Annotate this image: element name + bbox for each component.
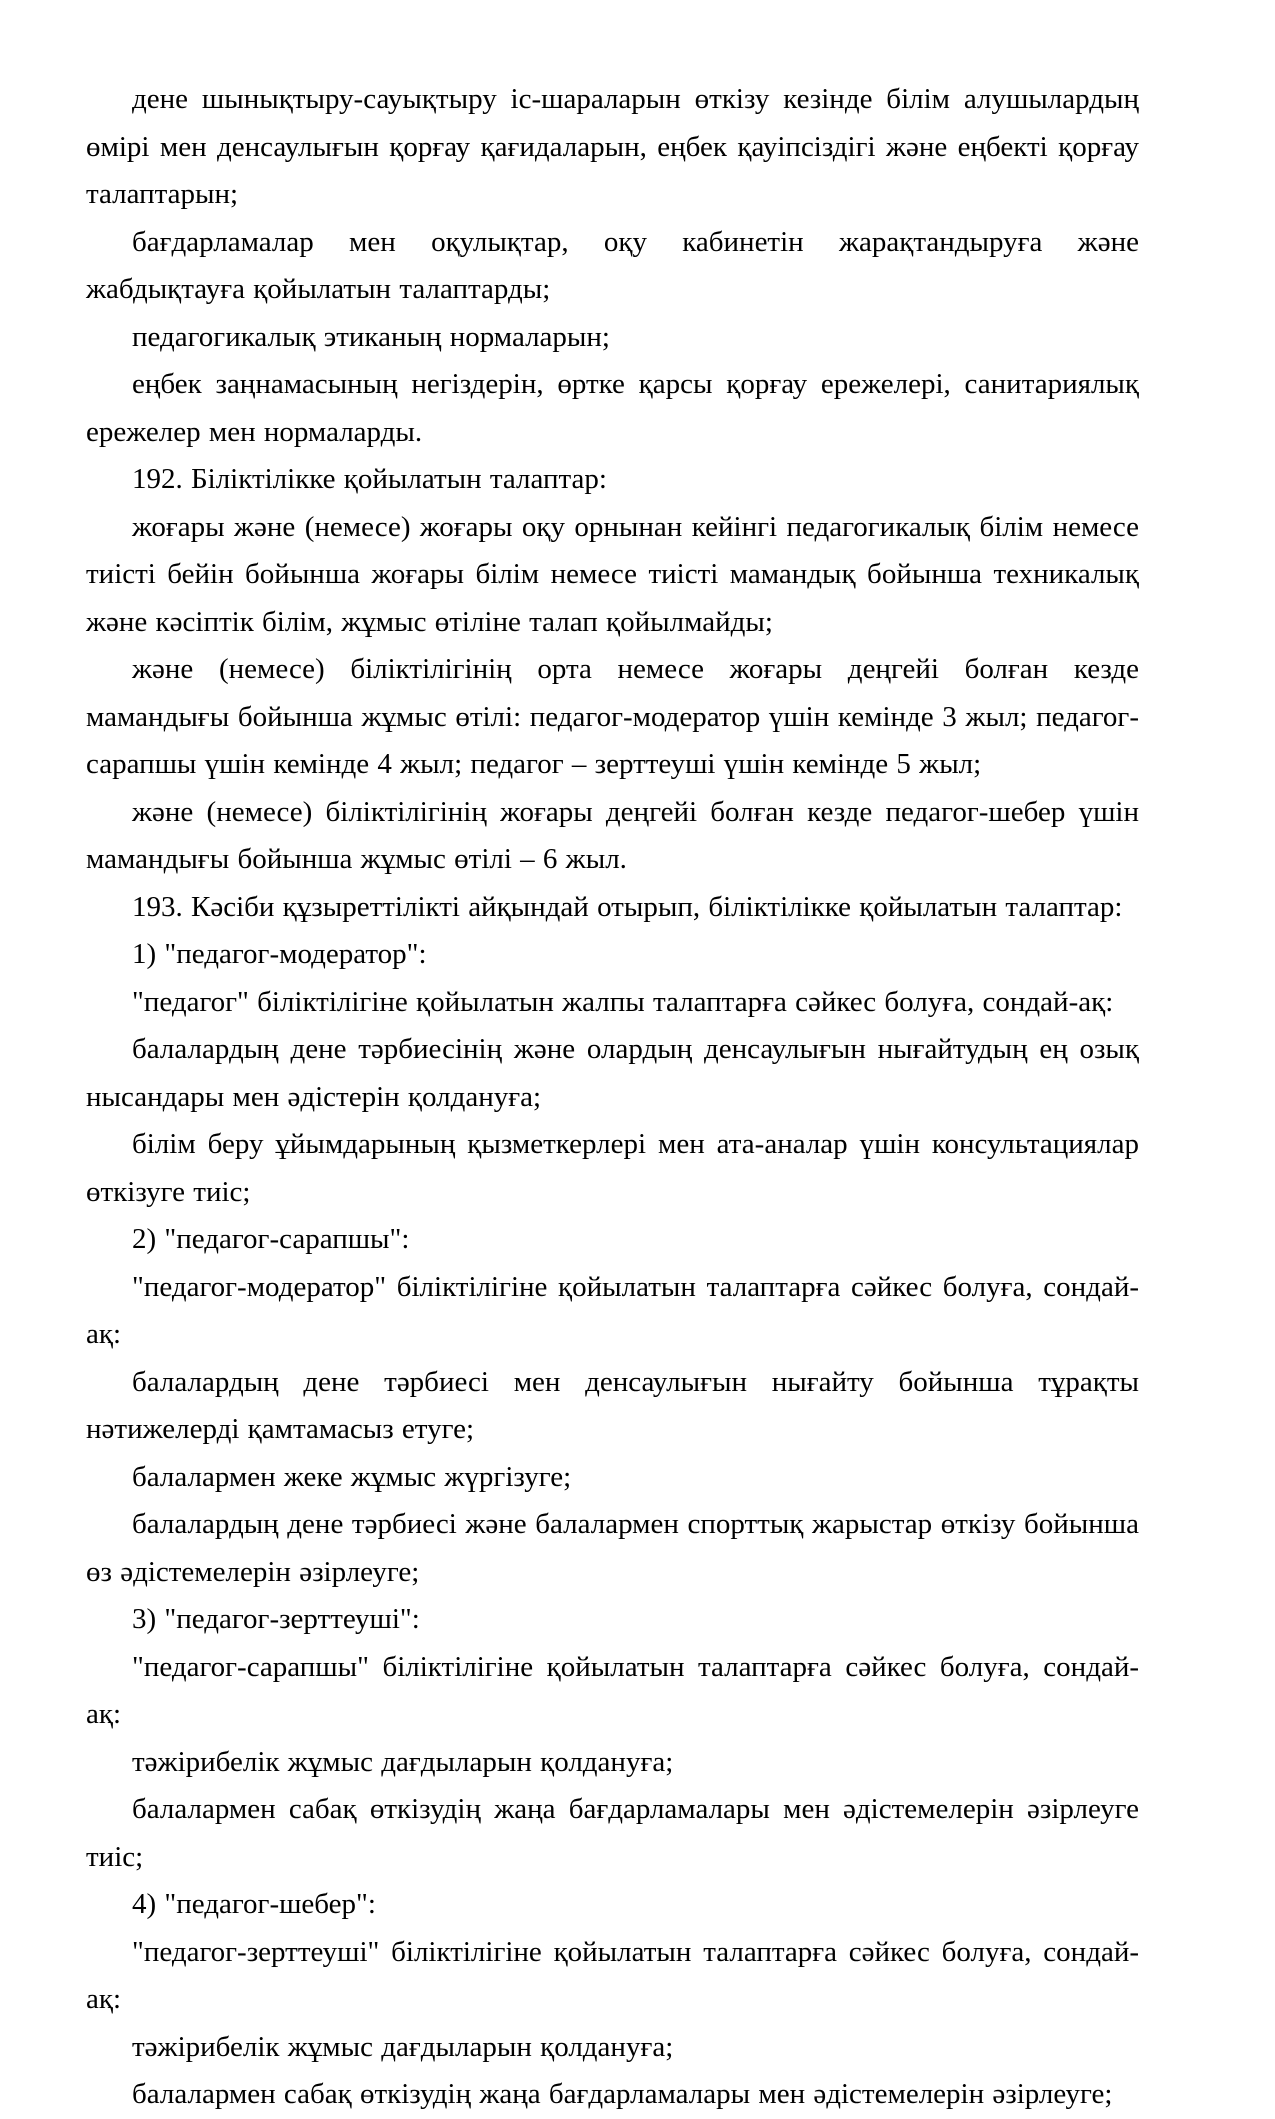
paragraph: 192. Біліктілікке қойылатын талаптар:: [132, 463, 607, 495]
paragraph: педагогикалық этиканың нормаларын;: [132, 320, 610, 353]
paragraph: балалармен сабақ өткізудің жаңа бағдарламалары мен әдістемелерін әзірлеуге;: [132, 2078, 1113, 2110]
paragraph: балалармен жеке жұмыс жүргізуге;: [132, 1460, 572, 1493]
paragraph: "педагог" біліктілігіне қойылатын жалпы талаптарға сәйкес болуға, сондай-ақ:: [132, 985, 1114, 1018]
paragraph: білім беру ұйымдарының қызметкерлері мен ата-аналар үшін консультациялар өткізуге тиіс;: [86, 1128, 1139, 1208]
paragraph: "педагог-сарапшы" біліктілігіне қойылатын талаптарға сәйкес болуға, сондай-ақ:: [86, 1650, 1139, 1730]
paragraph: "педагог-зерттеуші" біліктілігіне қойылатын талаптарға сәйкес болуға, сондай-ақ:: [86, 1935, 1139, 2015]
document-body: [86, 76, 1139, 2119]
paragraph: жоғары және (немесе) жоғары оқу орнынан кейінгі педагогикалық білім немесе тиісті бейін бойынша жоғары білім немесе тиісті мамандық бойынша техникалық және кәсіптік білім, жұмыс өтіліне талап қойылмайды;: [86, 510, 1139, 638]
paragraph: 2) "педагог-сарапшы":: [132, 1223, 410, 1255]
paragraph: балалармен сабақ өткізудің жаңа бағдарламалары мен әдістемелерін әзірлеуге тиіс;: [86, 1793, 1139, 1873]
paragraph: "педагог-модератор" біліктілігіне қойылатын талаптарға сәйкес болуға, сондай-ақ:: [86, 1270, 1139, 1350]
paragraph: тәжірибелік жұмыс дағдыларын қолдануға;: [132, 2030, 674, 2063]
paragraph: бағдарламалар мен оқулықтар, оқу кабинетін жарақтандыруға және жабдықтауға қойылатын талаптарды;: [86, 225, 1139, 305]
paragraph: еңбек заңнамасының негіздерін, өртке қарсы қорғау ережелері, санитариялық ережелер мен нормаларды.: [86, 368, 1139, 448]
paragraph: және (немесе) біліктілігінің жоғары деңгейі болған кезде педагог-шебер үшін мамандығы бойынша жұмыс өтілі – 6 жыл.: [86, 795, 1139, 875]
paragraph: және (немесе) біліктілігінің орта немесе жоғары деңгейі болған кезде мамандығы бойынша жұмыс өтілі: педагог-модератор үшін кемінде 3 жыл; педагог-сарапшы үшін кемінде 4 жыл; педагог – зерттеуші үшін кемінде 5 жыл;: [86, 653, 1139, 780]
paragraph: 3) "педагог-зерттеуші":: [132, 1603, 420, 1635]
paragraph: 193. Кәсіби құзыреттілікті айқындай отырып, біліктілікке қойылатын талаптар:: [132, 890, 1123, 923]
paragraph: балалардың дене тәрбиесінің және олардың денсаулығын нығайтудың ең озық нысандары мен әдістерін қолдануға;: [86, 1033, 1139, 1113]
paragraph: 4) "педагог-шебер":: [132, 1888, 376, 1920]
paragraph: 1) "педагог-модератор":: [132, 938, 427, 970]
paragraph: дене шынықтыру-сауықтыру іс-шараларын өткізу кезінде білім алушылардың өмірі мен денсаулығын қорғау қағидаларын, еңбек қауіпсіздігі және еңбекті қорғау талаптарын;: [86, 83, 1139, 210]
paragraph: тәжірибелік жұмыс дағдыларын қолдануға;: [132, 1745, 674, 1778]
paragraph: балалардың дене тәрбиесі және балалармен спорттық жарыстар өткізу бойынша өз әдістемелерін әзірлеуге;: [86, 1508, 1139, 1588]
paragraph: балалардың дене тәрбиесі мен денсаулығын нығайту бойынша тұрақты нәтижелерді қамтамасыз етуге;: [86, 1365, 1139, 1445]
